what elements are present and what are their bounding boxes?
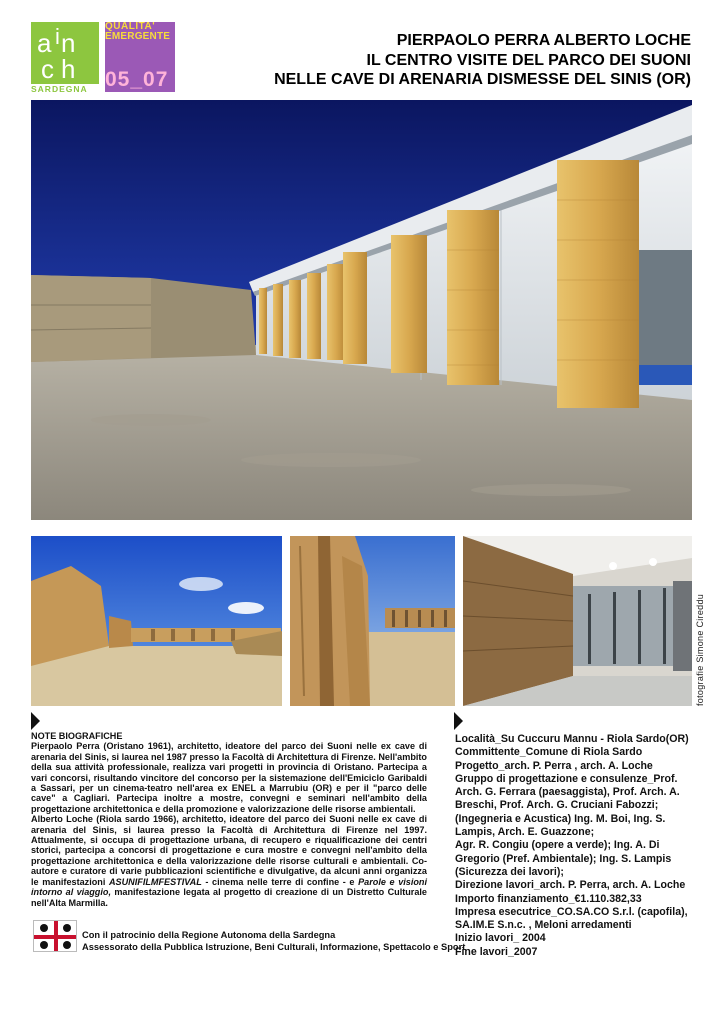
bio-loche-text-c: manifestazione legata al progetto di creazione di un Distretto Culturale nell'Alta Marmilla. [31,887,427,908]
info-funding: Importo finanziamento_€1.110.382,33 [455,892,642,905]
sandstone-column-photo [290,536,455,706]
logo-years: 05_07 [105,68,169,91]
visitor-center-night-photo [31,100,692,520]
info-marker-icon [454,712,463,730]
logo-mark [31,22,99,84]
info-contractor: Impresa esecutrice_CO.SA.CO S.r.l. (capofila), SA.IM.E S.n.c. , Meloni arredamenti [455,905,688,932]
info-location: Località_Su Cuccuru Mannu - Riola Sardo(OR) [455,733,689,745]
logo-region: SARDEGNA [31,84,88,94]
bio-marker-icon [31,712,40,730]
bio-perra: Pierpaolo Perra (Oristano 1961), architetto, ideatore del parco dei Suoni nelle ex cave di arenaria del Sinis, si laurea nel 1987 presso la Facoltà di Architettura di Firenze. Nell'ambito della sua attività professionale, realizza vari progetti in provincia di Oristano. Partecipa a vari concorsi, risultando vincitore del concorso per la sistemazione dell'Emiciclo Garibaldi a Sassari, per un cinema-teatro nell'area ex ENEL a Marrubiu (OR) e per il "parco delle cave" a Cagliari. Partecipa inoltre a mostre, convegni e seminari nell'ambito della progettazione architettonica e della promozione e valorizzazione delle risorse ambientali. [31,741,427,814]
footer-department: Assessorato della Pubblica Istruzione, Beni Culturali, Informazione, Spettacolo e Sport [82,942,466,952]
project-info [455,733,700,959]
bio-section [31,731,427,908]
bio-loche-event: Parole e visioni intorno al viaggio, [31,876,427,898]
bio-loche-text-a: Alberto Loche (Riola sardo 1966), architetto, ideatore del parco dei Suoni nelle ex cave di arenaria del Sinis, si laurea presso la Facoltà di Architettura di Firenze nel 1997. Attualmente, si occupa di progettazione urbana, di recupero e riqualificazione dei centri storici, partecipa a concorsi di progettazione e cura mostre e convegni nell'ambito della progettazione architettonica e della valorizzazione delle risorse culturali e ambientali. Co-autore e curatore di varie pubblicazioni scientifiche e divulgative, da alcuni anni organizza le manifestazioni [31,814,427,887]
svg-text:n: n [61,28,76,58]
quarry-walls-daylight-photo [31,536,282,706]
info-start: Inizio lavori_ 2004 [455,932,546,945]
footer-region: Con il patrocinio della Regione Autonoma della Sardegna [82,930,336,940]
page-title [231,31,691,90]
bio-loche-festival: ASUNIFILMFESTIVAL [108,876,202,887]
svg-text:a: a [37,28,52,58]
logo-award-line1: QUALITA' [105,21,156,32]
title-project: IL CENTRO VISITE DEL PARCO DEI SUONI [366,51,691,69]
svg-text:c: c [41,54,54,84]
info-end: Fine lavori_2007 [455,945,538,958]
logo [31,22,175,94]
info-design-team: Gruppo di progettazione e consulenze_Prof. Arch. G. Ferrara (paesaggista), Prof. Arch. A. Breschi, Prof. Arch. G. Cruciani Fabozzi; (Ingegneria e Acustica) Ing. M. Boi, Ing. S. Lampis, Arch. E. Guazzone; [455,772,680,839]
photo-credit: fotografie Simone Cireddu [695,593,705,706]
svg-text:i: i [55,24,60,49]
info-works-direction: Direzione lavori_arch. P. Perra, arch. A. Loche [455,879,686,892]
bio-heading: NOTE BIOGRAFICHE [31,731,123,741]
sardinia-flag-icon [33,920,77,952]
info-design: Progetto_arch. P. Perra , arch. A. Loche [455,759,653,772]
info-consultants: Agr. R. Congiu (opere a verde); Ing. A. Di Gregorio (Pref. Ambientale); Ing. S. Lampis (Sicurezza dei lavori); [455,839,672,878]
logo-award-line2: EMERGENTE [105,31,171,42]
svg-text:h: h [61,54,76,84]
bio-loche [31,814,427,908]
title-location: NELLE CAVE DI ARENARIA DISMESSE DEL SINIS (OR) [274,71,691,88]
ainch-logo-icon [31,22,99,84]
patronage-footer [82,929,465,953]
bio-loche-text-b: - cinema nelle terre di confine - e [201,876,359,887]
interior-gallery-photo [463,536,692,706]
info-client: Committente_Comune di Riola Sardo [455,746,643,759]
title-authors: PIERPAOLO PERRA ALBERTO LOCHE [396,32,691,49]
